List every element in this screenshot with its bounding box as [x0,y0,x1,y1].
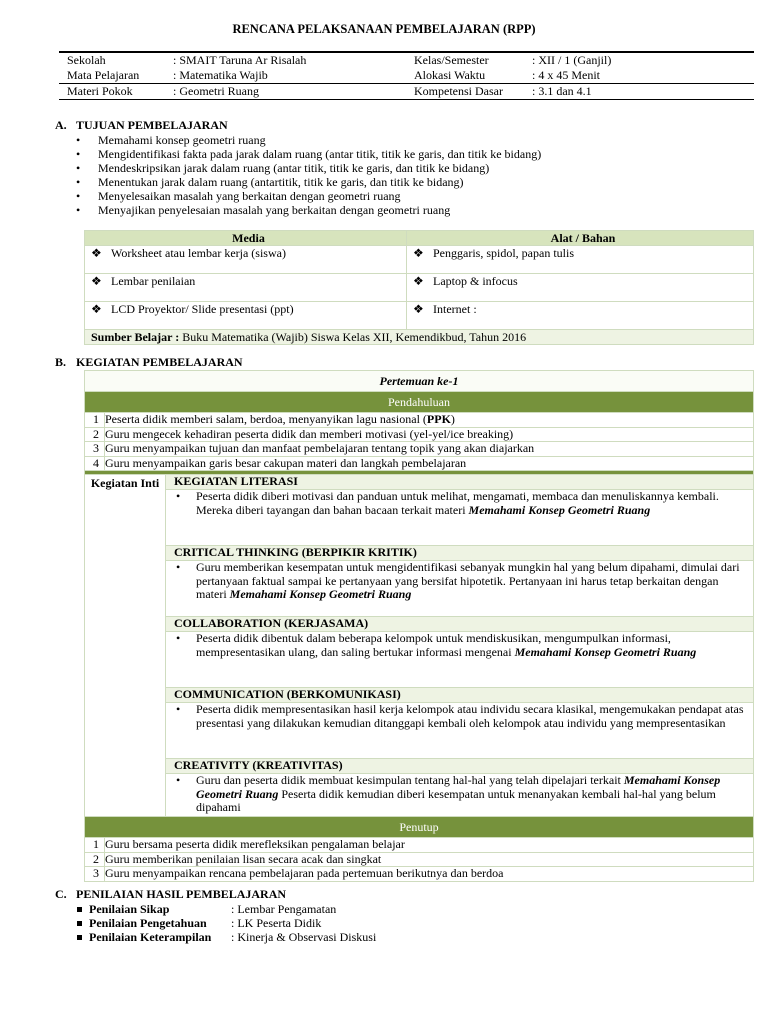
kegiatan-inti-label: Kegiatan Inti [85,475,166,817]
intro-step: Guru mengecek kehadiran peserta didik dan memberi motivasi (yel-yel/ice breaking) [105,427,754,442]
activity-heading: KEGIATAN LITERASI [166,475,754,490]
section-title: PENILAIAN HASIL PEMBELAJARAN [76,887,287,901]
list-item: • Menyelesaikan masalah yang berkaitan dengan geometri ruang [76,189,716,203]
row-number: 3 [85,442,105,457]
info-label: Materi Pokok [59,84,165,100]
alat-cell: ❖ Internet : [407,302,754,330]
school-info-table [59,51,754,100]
section-letter: A. [55,118,67,132]
row-number: 1 [85,413,105,428]
info-value: : 3.1 dan 4.1 [524,84,754,100]
list-item: Penilaian Keterampilan : Kinerja & Observasi Diskusi [75,930,376,944]
media-header: Media [85,231,407,246]
media-table [84,230,754,345]
diamond-bullet-icon: ❖ [413,274,424,288]
row-number: 2 [85,427,105,442]
row-number: 2 [85,852,105,867]
info-label: Kompetensi Dasar [406,84,524,100]
row-number: 1 [85,838,105,853]
media-cell: ❖ Worksheet atau lembar kerja (siswa) [85,246,407,274]
row-number: 3 [85,867,105,882]
info-value: : XII / 1 (Ganjil) [532,53,612,67]
activity-heading: COLLABORATION (KERJASAMA) [166,617,754,632]
media-cell: ❖ Lembar penilaian [85,274,407,302]
intro-step: Guru menyampaikan garis besar cakupan materi dan langkah pembelajaran [105,456,754,471]
alat-cell: ❖ Penggaris, spidol, papan tulis [407,246,754,274]
activity-body: • Guru dan peserta didik membuat kesimpulan tentang hal-hal yang telah dipelajari terkait Memahami Konsep Geometri Ruang Peserta didik kemudian diberi kesempatan untuk menanyakan kembali hal-hal yang belum dipahami [166,774,754,817]
activity-body: • Peserta didik dibentuk dalam beberapa kelompok untuk mendiskusikan, mengumpulkan informasi, mempresentasikan ulang, dan saling bertukar informasi mengenai Memahami Konsep Geometri Ruang [166,632,754,688]
activities-table [84,370,754,882]
media-cell: ❖ LCD Proyektor/ Slide presentasi (ppt) [85,302,407,330]
alat-cell: ❖ Laptop & infocus [407,274,754,302]
list-item: • Memahami konsep geometri ruang [76,133,716,147]
objectives-list [76,133,716,217]
info-value: : Matematika Wajib [173,68,268,82]
info-label: Kelas/Semester [414,53,489,67]
pendahuluan-band: Pendahuluan [85,392,754,413]
assessment-list [75,902,376,944]
learning-source: Sumber Belajar : Buku Matematika (Wajib) Siswa Kelas XII, Kemendikbud, Tahun 2016 [85,330,754,345]
closing-step: Guru memberikan penilaian lisan secara acak dan singkat [105,852,754,867]
section-letter: C. [55,887,67,901]
intro-step: Guru menyampaikan tujuan dan manfaat pembelajaran tentang topik yang akan diajarkan [105,442,754,457]
activity-body: • Peserta didik mempresentasikan hasil kerja kelompok atau individu secara klasikal, mengemukakan pendapat atas presentasi yang dilakukan kemudian ditanggapi kembali oleh kelompok atau individu yang mempresentasikan [166,703,754,759]
list-item: • Menyajikan penyelesaian masalah yang berkaitan dengan geometri ruang [76,203,716,217]
alat-header: Alat / Bahan [407,231,754,246]
info-value: : SMAIT Taruna Ar Risalah [173,53,307,67]
diamond-bullet-icon: ❖ [91,274,102,288]
meeting-title: Pertemuan ke-1 [85,371,754,392]
info-label: Mata Pelajaran [67,68,140,82]
closing-step: Guru menyampaikan rencana pembelajaran pada pertemuan berikutnya dan berdoa [105,867,754,882]
activity-body: • Peserta didik diberi motivasi dan panduan untuk melihat, mengamati, membaca dan menuliskannya kembali. Mereka diberi tayangan dan bahan bacaan terkait materi Memahami Konsep Geometri Ruang [166,490,754,546]
section-b-heading [55,355,243,370]
section-letter: B. [55,355,67,369]
activity-body: • Guru memberikan kesempatan untuk mengidentifikasi sebanyak mungkin hal yang belum dipahami, dimulai dari pertanyaan faktual sampai ke pertanyaan yang bersifat hipotetik. Pertanyaan ini harus tetap berkaitan dengan materi Memahami Konsep Geometri Ruang [166,561,754,617]
activity-heading: COMMUNICATION (BERKOMUNIKASI) [166,688,754,703]
list-item: Penilaian Sikap : Lembar Pengamatan [75,902,376,916]
section-title: KEGIATAN PEMBELAJARAN [76,355,243,369]
section-a-heading [55,118,228,133]
diamond-bullet-icon: ❖ [413,246,424,260]
info-label: Alokasi Waktu [414,68,486,82]
diamond-bullet-icon: ❖ [91,246,102,260]
intro-step: Peserta didik memberi salam, berdoa, menyanyikan lagu nasional (PPK) [105,413,754,428]
list-item: • Menentukan jarak dalam ruang (antartitik, titik ke garis, dan titik ke bidang) [76,175,716,189]
document-title: RENCANA PELAKSANAAN PEMBELAJARAN (RPP) [232,22,536,36]
activity-heading: CRITICAL THINKING (BERPIKIR KRITIK) [166,546,754,561]
info-value: : Geometri Ruang [165,84,406,100]
diamond-bullet-icon: ❖ [413,302,424,316]
diamond-bullet-icon: ❖ [91,302,102,316]
list-item: • Mengidentifikasi fakta pada jarak dalam ruang (antar titik, titik ke garis, dan titik ke bidang) [76,147,716,161]
section-title: TUJUAN PEMBELAJARAN [76,118,228,132]
row-number: 4 [85,456,105,471]
section-c-heading [55,887,286,902]
penutup-band: Penutup [85,817,754,838]
closing-step: Guru bersama peserta didik merefleksikan pengalaman belajar [105,838,754,853]
list-item: • Mendeskripsikan jarak dalam ruang (antar titik, titik ke garis, dan titik ke bidang) [76,161,716,175]
activity-heading: CREATIVITY (KREATIVITAS) [166,759,754,774]
info-label: Sekolah [67,53,106,67]
info-value: : 4 x 45 Menit [532,68,600,82]
list-item: Penilaian Pengetahuan : LK Peserta Didik [75,916,376,930]
